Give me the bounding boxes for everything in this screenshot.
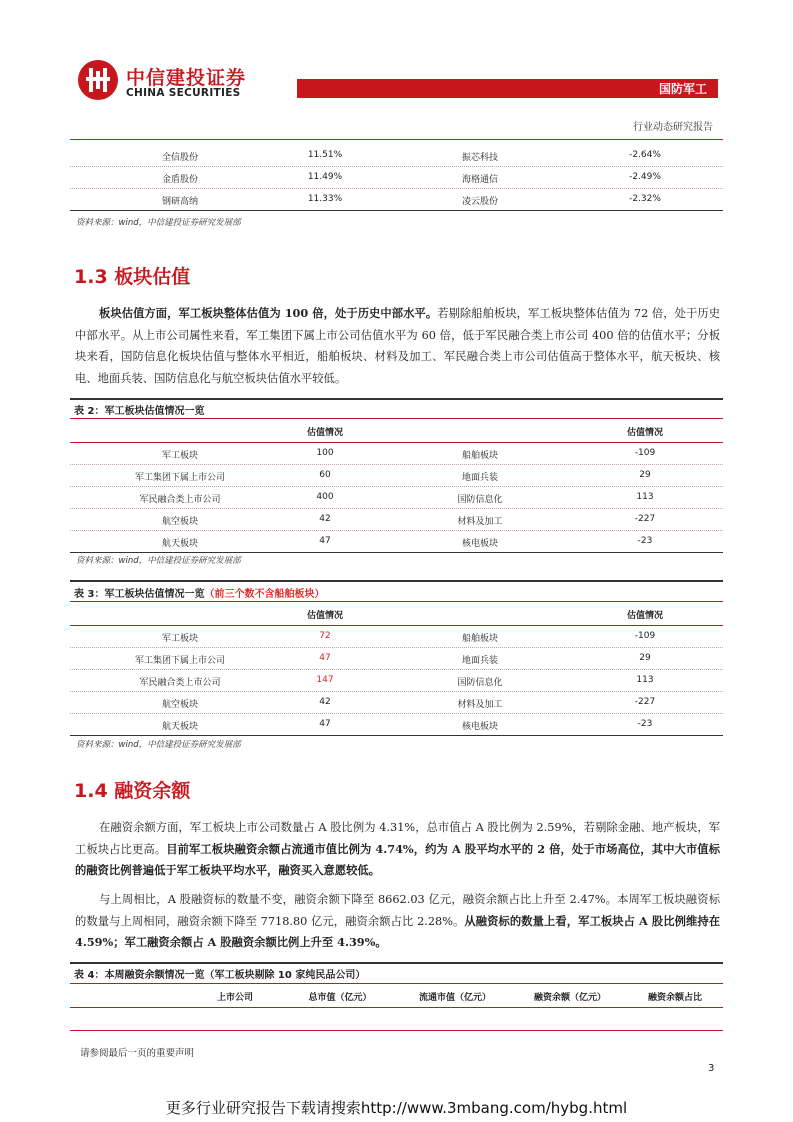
footer-divider	[70, 1030, 723, 1031]
table-cell: -227	[634, 697, 656, 707]
table-cell: -2.49%	[629, 172, 661, 182]
table-cell: 军民融合类上市公司	[139, 495, 221, 505]
table-cell: -109	[634, 631, 656, 641]
table-cell: 军工集团下属上市公司	[134, 473, 225, 483]
table-row	[70, 487, 723, 509]
table-cell: 11.33%	[307, 194, 343, 204]
section-title-valuation: 1.3 板块估值	[74, 266, 191, 288]
margin-paragraph-2-body: 与上周相比，A 股融资标的数量不变，融资余额下降至 8662.03 亿元，融资余额占比上升至 2.47%。本周军工板块融资标的数量与上周相同，融资余额下降至 7718.80 亿元，融资余额占比 2.28%。	[75, 893, 720, 928]
table-row	[70, 648, 723, 670]
table-cell: 钢研高纳	[161, 197, 198, 207]
table-cell: 42	[319, 514, 331, 524]
table-row	[70, 670, 723, 692]
table2-valuation	[70, 420, 723, 553]
table-cell: 军工板块	[161, 451, 198, 461]
header-divider	[70, 139, 723, 140]
table-cell: 400	[316, 492, 334, 502]
table-header-row	[70, 985, 723, 1008]
table-cell: -23	[637, 719, 653, 729]
table-cell: 113	[636, 492, 654, 502]
table-cell: 凌云股份	[461, 197, 498, 207]
table-row	[70, 509, 723, 531]
column-header: 总市值（亿元）	[308, 993, 372, 1003]
column-header: 融资余额占比	[647, 993, 702, 1003]
table-cell-highlight: 147	[316, 675, 334, 685]
table-row	[70, 189, 723, 211]
table-cell: 11.51%	[307, 150, 343, 160]
table-header-row	[70, 420, 723, 443]
table-caption-rule	[70, 601, 723, 602]
table-cell: 海格通信	[461, 175, 498, 185]
column-header: 估值情况	[626, 611, 663, 621]
top-gainers-losers-table	[70, 145, 723, 211]
table-cell: 航天板块	[161, 539, 198, 549]
table-cell: -2.32%	[629, 194, 661, 204]
column-header: 估值情况	[626, 428, 663, 438]
valuation-paragraph-body: 若剔除船舶板块，军工板块整体估值为 72 倍，处于历史中部水平。从上市公司属性来看，军工集团下属上市公司估值水平为 60 倍，低于军民融合类上市公司 400 倍的估值水平；分板块来看，国防信息化板块估值与整体水平相近，船舶板块、材料及加工、军民融合类上市公司估值高于整体水平，航天板块、核电、地面兵装、国防信息化与航空板块估值水平较低。	[75, 307, 720, 385]
table-cell: 国防信息化	[457, 495, 503, 505]
table-cell: 材料及加工	[457, 700, 503, 710]
table-cell: 29	[639, 470, 651, 480]
table-cell: 船舶板块	[461, 451, 498, 461]
table-cell: -2.64%	[629, 150, 661, 160]
table-cell: 材料及加工	[457, 517, 503, 527]
logo-mark-icon	[78, 60, 118, 100]
table-cell: 核电板块	[461, 539, 498, 549]
margin-paragraph-1-bold: 目前军工板块融资余额占流通市值比例为 4.74%，约为 A 股平均水平的 2 倍，处于市场高位，其中大市值标的融资比例普遍低于军工板块平均水平，融资买入意愿较低。	[75, 841, 720, 877]
table-cell: 60	[319, 470, 331, 480]
margin-paragraph-1-body: 在融资余额方面，军工板块上市公司数量占 A 股比例为 4.31%，总市值占 A 股比例为 2.59%，若剔除金融、地产板块，军工板块占比更高。	[75, 821, 720, 856]
table-row	[70, 692, 723, 714]
table3-caption-text: 表 3：军工板块估值情况一览	[74, 589, 205, 600]
table-cell: 军民融合类上市公司	[139, 678, 221, 688]
table-cell: 军工板块	[161, 634, 198, 644]
table3-caption-note: （前三个数不含船舶板块）	[204, 589, 325, 600]
table3-valuation-ex-shipbuilding	[70, 603, 723, 736]
sector-tag: 国防军工	[658, 82, 707, 96]
table-cell: 航天板块	[161, 722, 198, 732]
valuation-paragraph-lead: 板块估值方面，军工板块整体估值为 100 倍，处于历史中部水平。	[99, 306, 438, 320]
table-cell-highlight: 47	[319, 653, 331, 663]
margin-paragraph-2-bold: 从融资标的数量上看，军工板块占 A 股比例维持在 4.59%；军工融资余额占 A 股融资余额比例上升至 4.39%。	[75, 913, 720, 949]
table-source-note: 资料来源：wind，中信建投证券研究发展部	[76, 218, 241, 228]
table-cell: 全信股份	[161, 153, 198, 163]
disclaimer-note: 请参阅最后一页的重要声明	[80, 1048, 195, 1059]
table-cell: 100	[316, 448, 334, 458]
logo-english-name: CHINA SECURITIES	[126, 87, 241, 99]
table-row	[70, 145, 723, 167]
table2-caption: 表 2：军工板块估值情况一览	[74, 406, 205, 417]
table3-caption	[74, 585, 324, 600]
table-header-row	[70, 603, 723, 626]
table-cell: 船舶板块	[461, 634, 498, 644]
table-top-rule	[70, 962, 723, 964]
column-header: 估值情况	[306, 611, 343, 621]
table-cell: 地面兵装	[461, 656, 498, 666]
table-row	[70, 167, 723, 189]
table-row	[70, 531, 723, 553]
table-top-rule	[70, 580, 723, 582]
table-cell: -227	[634, 514, 656, 524]
table-row	[70, 443, 723, 465]
column-header: 融资余额（亿元）	[533, 993, 606, 1003]
table-top-rule	[70, 398, 723, 400]
table-cell: 军工集团下属上市公司	[134, 656, 225, 666]
table-cell: 11.49%	[307, 172, 343, 182]
margin-paragraph-2	[75, 889, 720, 954]
column-header: 流通市值（亿元）	[418, 993, 491, 1003]
table-cell: 113	[636, 675, 654, 685]
table4-caption: 表 4：本周融资余额情况一览（军工板块剔除 10 家纯民品公司）	[74, 970, 366, 981]
table-cell: 核电板块	[461, 722, 498, 732]
page-number: 3	[708, 1063, 715, 1074]
table-cell: 47	[319, 536, 331, 546]
table-cell: 金盾股份	[161, 175, 198, 185]
table-row	[70, 465, 723, 487]
download-promo-text: 更多行业研究报告下载请搜索http://www.3mbang.com/hybg.html	[165, 1099, 628, 1117]
margin-paragraph-1	[75, 817, 720, 882]
column-header: 上市公司	[216, 993, 253, 1003]
table-source-note: 资料来源：wind，中信建投证券研究发展部	[76, 740, 241, 750]
report-type: 行业动态研究报告	[633, 122, 713, 133]
table-caption-rule	[70, 983, 723, 984]
header-sector-bar	[297, 79, 718, 98]
table-cell: 航空板块	[161, 700, 198, 710]
logo-chinese-name: 中信建投证券	[126, 67, 247, 89]
valuation-paragraph	[75, 303, 720, 389]
section-title-margin-balance: 1.4 融资余额	[74, 780, 191, 802]
company-logo-emblem	[78, 60, 118, 100]
table4-margin-balance	[70, 985, 723, 1008]
table-cell: 29	[639, 653, 651, 663]
table-cell: 航空板块	[161, 517, 198, 527]
table-cell: 42	[319, 697, 331, 707]
table-cell: 地面兵装	[461, 473, 498, 483]
table-cell: -109	[634, 448, 656, 458]
table-row	[70, 714, 723, 736]
table-caption-rule	[70, 418, 723, 419]
table-cell: 47	[319, 719, 331, 729]
table-source-note: 资料来源：wind，中信建投证券研究发展部	[76, 556, 241, 566]
table-row	[70, 626, 723, 648]
column-header: 估值情况	[306, 428, 343, 438]
table-cell-highlight: 72	[319, 631, 331, 641]
table-cell: -23	[637, 536, 653, 546]
table-cell: 振芯科技	[461, 153, 498, 163]
table-cell: 国防信息化	[457, 678, 503, 688]
